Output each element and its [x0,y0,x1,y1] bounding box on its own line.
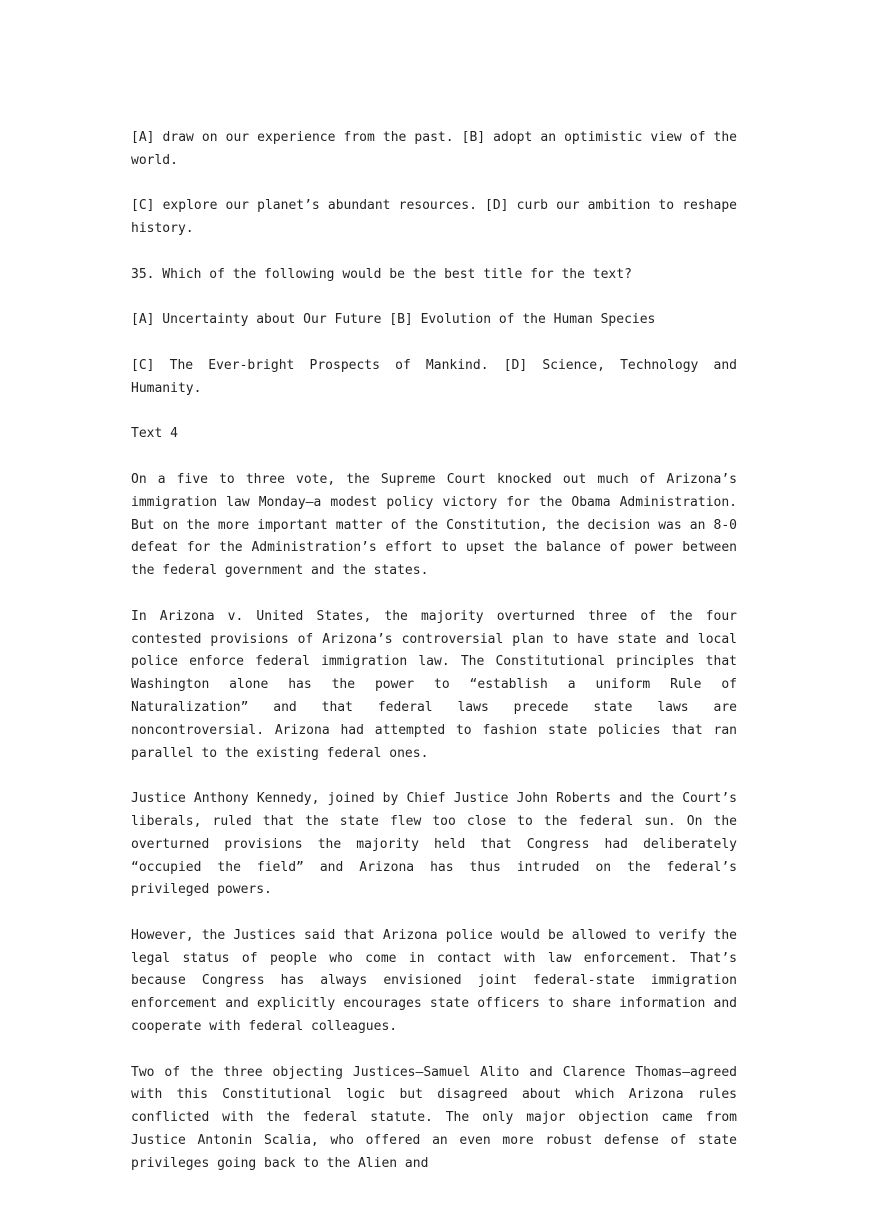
text4-paragraph-3: Justice Anthony Kennedy, joined by Chief Justice John Roberts and the Court’s liberals, ruled that the state flew too close to the federal sun. On the overturned provisions the majority held that Congress had deliberately “occupied the field” and Arizona has thus intruded on the federal’s privileged powers. [131,791,737,898]
q34-options-cd: [C] explore our planet’s abundant resources. [D] curb our ambition to reshape history. [131,198,737,237]
text4-paragraph-5: Two of the three objecting Justices—Samuel Alito and Clarence Thomas—agreed with this Constitutional logic but disagreed about which Arizona rules conflicted with the federal statute. The only major objection came from Justice Antonin Scalia, who offered an even more robust defense of state privileges going back to the Alien and [131,1064,737,1171]
text4-paragraph-1: On a five to three vote, the Supreme Court knocked out much of Arizona’s immigration law Monday—a modest policy victory for the Obama Administration. But on the more important matter of the Constitution, the decision was an 8-0 defeat for the Administration’s effort to upset the balance of power between the federal government and the states. [131,471,737,579]
q34-options-ab: [A] draw on our experience from the past. [B] adopt an optimistic view of the world. [131,130,737,168]
q35-question: 35. Which of the following would be the best title for the text? [131,266,632,282]
text4-paragraph-4: However, the Justices said that Arizona police would be allowed to verify the legal status of people who come in contact with law enforcement. That’s because Congress has always envisioned joint federal-state immigration enforcement and explicitly encourages state officers to share information and cooperate with federal colleagues. [131,927,737,1035]
text4-heading: Text 4 [131,426,178,442]
q35-options-ab: [A] Uncertainty about Our Future [B] Evolution of the Human Species [131,312,656,328]
document-page [131,127,737,1198]
text4-paragraph-2: In Arizona v. United States, the majority overturned three of the four contested provisions of Arizona’s controversial plan to have state and local police enforce federal immigration law. The Constitutional principles that Washington alone has the power to “establish a uniform Rule of Naturalization” and that federal laws precede state laws are noncontroversial. Arizona had attempted to fashion state policies that ran parallel to the existing federal ones. [131,608,737,761]
q35-options-cd: [C] The Ever-bright Prospects of Mankind. [D] Science, Technology and Humanity. [131,357,737,396]
